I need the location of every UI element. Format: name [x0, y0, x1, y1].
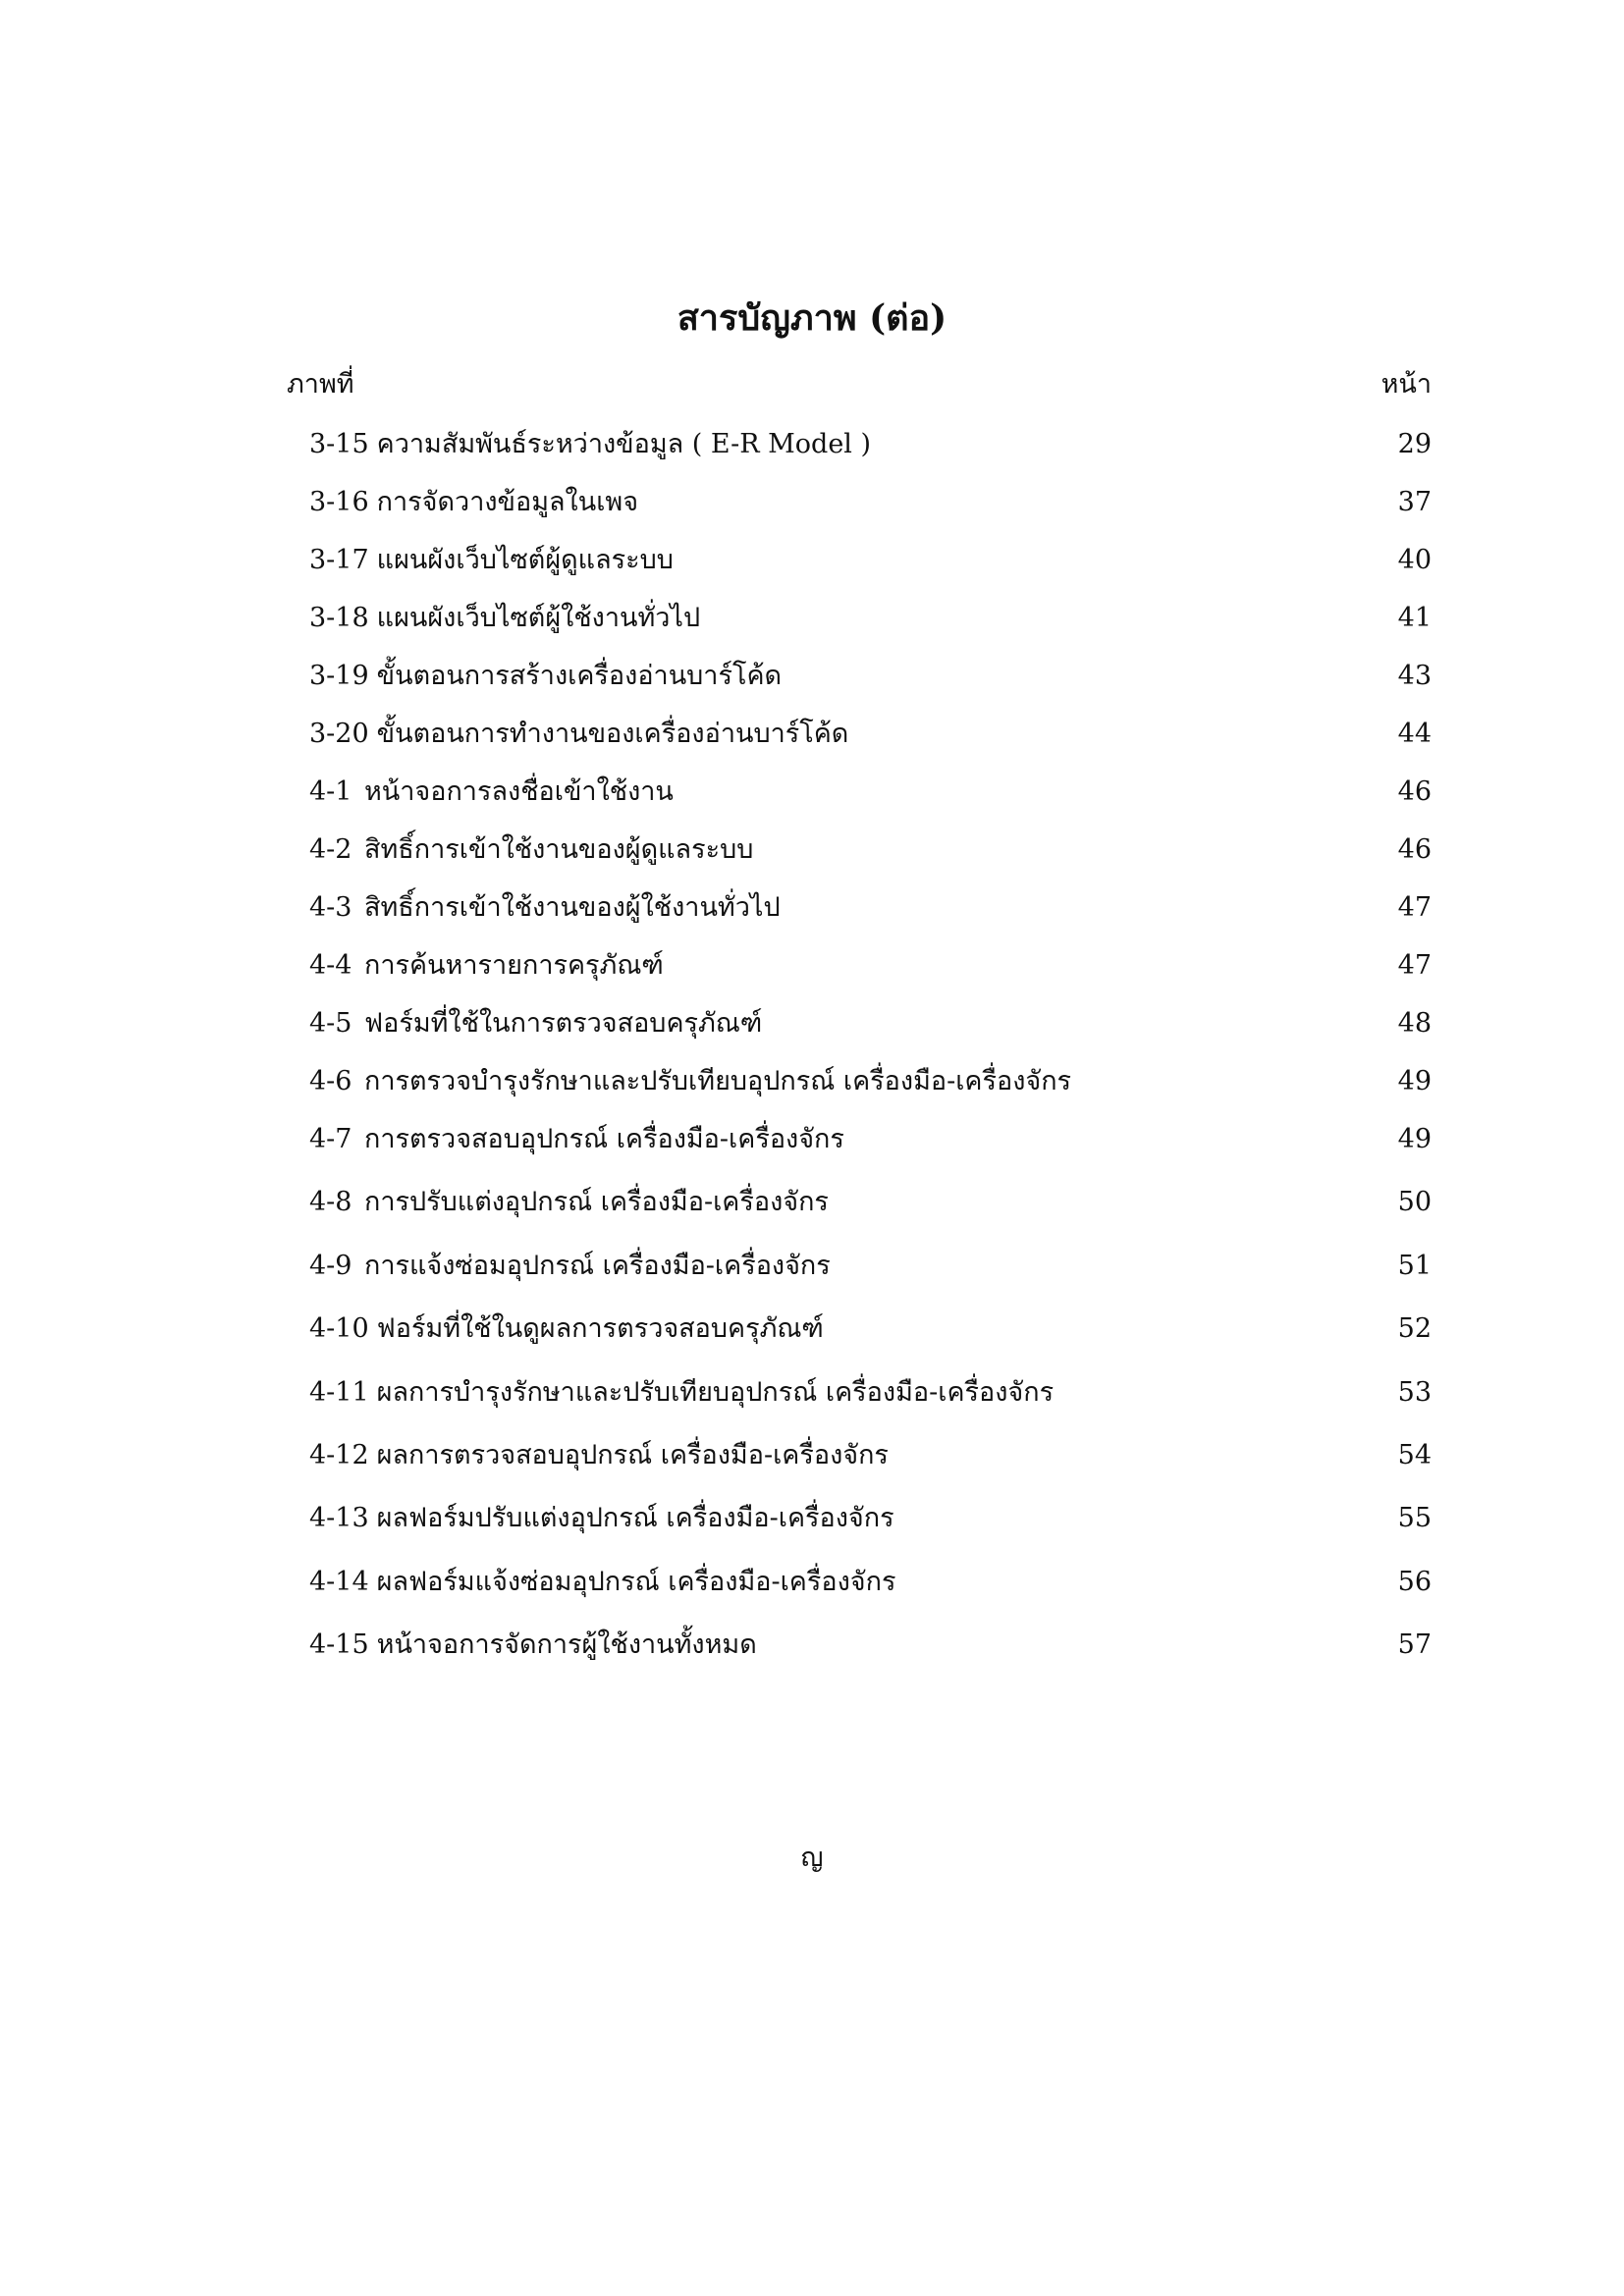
figure-caption: ผลการบำรุงรักษาและปรับเทียบอุปกรณ์ เครื่องมือ-เครื่องจักร	[376, 1377, 1055, 1408]
page-number: 44	[1397, 719, 1432, 749]
page-number: 53	[1397, 1377, 1432, 1408]
figure-caption: การตรวจบำรุงรักษาและปรับเทียบอุปกรณ์ เครื่องมือ-เครื่องจักร	[364, 1066, 1072, 1096]
toc-entry	[309, 1251, 1432, 1282]
figure-number: 4-13	[309, 1503, 369, 1533]
figure-caption: ผลฟอร์มปรับแต่งอุปกรณ์ เครื่องมือ-เครื่องจักร	[376, 1503, 894, 1533]
page-number: 46	[1397, 776, 1432, 807]
page-number: 55	[1397, 1503, 1432, 1533]
toc-entry	[309, 1567, 1432, 1598]
figure-caption: แผนผังเว็บไซต์ผู้ดูแลระบบ	[376, 545, 674, 575]
figure-caption: แผนผังเว็บไซต์ผู้ใช้งานทั่วไป	[376, 603, 701, 633]
figure-number: 4-11	[309, 1377, 369, 1408]
toc-entry	[309, 719, 1432, 750]
figure-number: 4-3	[309, 892, 352, 923]
figure-number: 3-15	[309, 429, 369, 459]
figure-caption: ความสัมพันธ์ระหว่างข้อมูล ( E-R Model )	[376, 429, 872, 459]
toc-entry	[309, 487, 1432, 518]
figure-caption: ผลการตรวจสอบอุปกรณ์ เครื่องมือ-เครื่องจักร	[376, 1440, 889, 1470]
page-number: 29	[1397, 429, 1432, 459]
figure-number: 4-8	[309, 1187, 352, 1217]
figure-number: 4-4	[309, 950, 352, 981]
figure-caption: การปรับแต่งอุปกรณ์ เครื่องมือ-เครื่องจักร	[364, 1187, 829, 1217]
toc-entry	[309, 1124, 1432, 1155]
figure-number: 3-20	[309, 719, 369, 749]
toc-entry	[309, 545, 1432, 576]
toc-entry	[309, 1377, 1432, 1409]
toc-entry	[309, 1313, 1432, 1345]
footer-page-label: ญ	[800, 1842, 824, 1873]
page-number: 47	[1397, 950, 1432, 981]
figure-number: 4-1	[309, 776, 352, 807]
toc-entry	[309, 1066, 1432, 1097]
toc-entry	[309, 892, 1432, 924]
toc-entry	[309, 1440, 1432, 1471]
page-column-header: หน้า	[1380, 369, 1432, 400]
figure-number: 3-18	[309, 603, 369, 633]
figure-caption: หน้าจอการจัดการผู้ใช้งานทั้งหมด	[376, 1629, 757, 1660]
figure-caption: สิทธิ์การเข้าใช้งานของผู้ดูแลระบบ	[364, 834, 754, 865]
figure-number: 4-6	[309, 1066, 352, 1096]
figure-number: 3-16	[309, 487, 369, 517]
toc-entry	[309, 1008, 1432, 1040]
toc-entry	[309, 776, 1432, 808]
figure-caption: การแจ้งซ่อมอุปกรณ์ เครื่องมือ-เครื่องจักร	[364, 1251, 831, 1281]
page-title: สารบัญภาพ (ต่อ)	[677, 297, 947, 339]
toc-entry	[309, 1503, 1432, 1534]
toc-entry	[309, 1187, 1432, 1218]
figure-number: 4-15	[309, 1629, 369, 1660]
page-number: 46	[1397, 834, 1432, 865]
page-number: 49	[1397, 1124, 1432, 1154]
figure-number: 4-5	[309, 1008, 352, 1039]
figure-number: 3-17	[309, 545, 369, 575]
toc-entry	[309, 429, 1432, 460]
page-number: 47	[1397, 892, 1432, 923]
figure-column-header: ภาพที่	[287, 369, 354, 400]
page-number: 50	[1397, 1187, 1432, 1217]
page-number: 56	[1397, 1567, 1432, 1597]
figure-caption: หน้าจอการลงชื่อเข้าใช้งาน	[364, 776, 674, 807]
page-number: 37	[1397, 487, 1432, 517]
page-number: 41	[1397, 603, 1432, 633]
page-number: 49	[1397, 1066, 1432, 1096]
figure-number: 4-14	[309, 1567, 369, 1597]
page-number: 54	[1397, 1440, 1432, 1470]
figure-number: 3-19	[309, 661, 369, 691]
toc-entry	[309, 950, 1432, 982]
figure-caption: ผลฟอร์มแจ้งซ่อมอุปกรณ์ เครื่องมือ-เครื่องจักร	[376, 1567, 896, 1597]
figure-caption: ฟอร์มที่ใช้ในดูผลการตรวจสอบครุภัณฑ์	[376, 1313, 824, 1344]
figure-caption: ขั้นตอนการสร้างเครื่องอ่านบาร์โค้ด	[376, 661, 783, 691]
toc-entry	[309, 603, 1432, 634]
toc-entry	[309, 661, 1432, 692]
page-number: 51	[1397, 1251, 1432, 1281]
figure-caption: การตรวจสอบอุปกรณ์ เครื่องมือ-เครื่องจักร	[364, 1124, 844, 1154]
figure-caption: สิทธิ์การเข้าใช้งานของผู้ใช้งานทั่วไป	[364, 892, 781, 923]
figure-caption: ฟอร์มที่ใช้ในการตรวจสอบครุภัณฑ์	[364, 1008, 763, 1039]
page-number: 48	[1397, 1008, 1432, 1039]
page-number: 52	[1397, 1313, 1432, 1344]
figure-caption: ขั้นตอนการทำงานของเครื่องอ่านบาร์โค้ด	[376, 719, 849, 749]
figure-number: 4-9	[309, 1251, 352, 1281]
figure-caption: การค้นหารายการครุภัณฑ์	[364, 950, 664, 981]
page-number: 43	[1397, 661, 1432, 691]
page-number: 57	[1397, 1629, 1432, 1660]
figure-number: 4-10	[309, 1313, 369, 1344]
figure-caption: การจัดวางข้อมูลในเพจ	[376, 487, 639, 517]
page-number: 40	[1397, 545, 1432, 575]
toc-entry	[309, 1629, 1432, 1661]
figure-number: 4-2	[309, 834, 352, 865]
figure-number: 4-7	[309, 1124, 352, 1154]
figure-number: 4-12	[309, 1440, 369, 1470]
toc-entry	[309, 834, 1432, 866]
